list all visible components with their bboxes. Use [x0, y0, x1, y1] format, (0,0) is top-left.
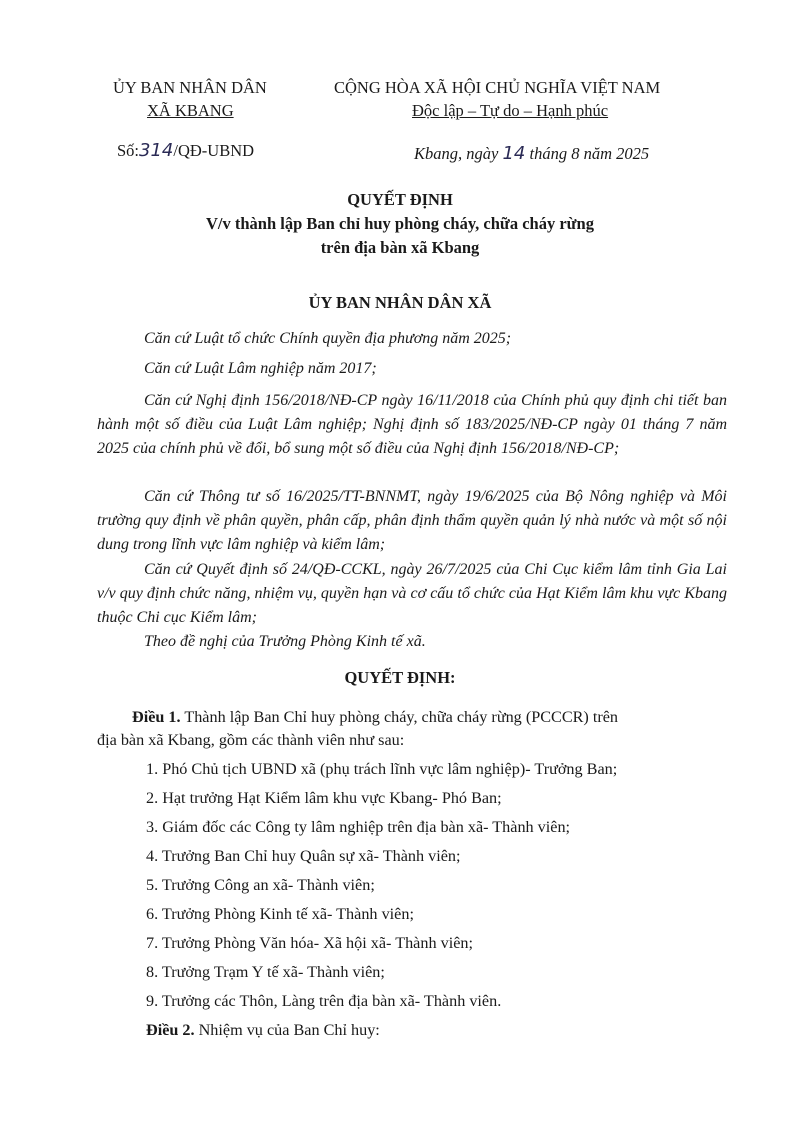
national-title: CỘNG HÒA XÃ HỘI CHỦ NGHĨA VIỆT NAM — [334, 78, 661, 97]
member-item: 1. Phó Chủ tịch UBND xã (phụ trách lĩnh vực lâm nghiệp)- Trưởng Ban; — [146, 760, 618, 778]
authority-heading: ỦY BAN NHÂN DÂN XÃ — [308, 293, 492, 312]
basis-paragraph-6 — [97, 630, 727, 654]
member-item: 7. Trưởng Phòng Văn hóa- Xã hội xã- Thành viên; — [146, 934, 473, 952]
article1-line1 — [132, 708, 618, 727]
basis-paragraph-2 — [97, 357, 727, 381]
issuer-line1: ỦY BAN NHÂN DÂN — [113, 78, 267, 97]
subject-line2: trên địa bàn xã Kbang — [320, 238, 480, 257]
article1-text: Thành lập Ban Chỉ huy phòng cháy, chữa cháy rừng (PCCCR) trên — [180, 708, 619, 726]
basis-text: Căn cứ Luật Lâm nghiệp năm 2017; — [144, 360, 377, 377]
number-suffix: /QĐ-UBND — [173, 141, 255, 160]
issuer-line2 — [147, 101, 234, 121]
handwritten-day: 14 — [502, 143, 526, 164]
basis-paragraph-4 — [97, 485, 727, 557]
basis-text: Căn cứ Quyết định số 24/QĐ-CCKL, ngày 26/7/2025 của Chi Cục kiểm lâm tỉnh Gia Lai v/v quy định chức năng, nhiệm vụ, quyền hạn và cơ cấu tổ chức của Hạt Kiểm lâm khu vực Kbang thuộc Chi cục Kiểm lâm; — [97, 561, 727, 626]
document-number — [117, 140, 254, 161]
document-title: QUYẾT ĐỊNH — [347, 190, 453, 209]
member-item: 5. Trưởng Công an xã- Thành viên; — [146, 876, 375, 894]
member-item: 4. Trưởng Ban Chỉ huy Quân sự xã- Thành viên; — [146, 847, 461, 865]
number-prefix: Số: — [117, 141, 140, 160]
motto-text: Độc lập – Tự do – Hạnh phúc — [412, 101, 609, 120]
article1-line2: địa bàn xã Kbang, gồm các thành viên như sau: — [97, 731, 405, 749]
issuer-name: XÃ KBANG — [147, 101, 234, 120]
member-item: 2. Hạt trưởng Hạt Kiểm lâm khu vực Kbang- Phó Ban; — [146, 789, 502, 807]
basis-paragraph-5 — [97, 558, 727, 630]
date-prefix: Kbang, ngày — [414, 144, 499, 163]
basis-text: Căn cứ Luật tổ chức Chính quyền địa phương năm 2025; — [144, 330, 512, 347]
date-suffix: tháng 8 năm 2025 — [529, 144, 650, 163]
document-date — [414, 143, 649, 164]
member-item: 6. Trưởng Phòng Kinh tế xã- Thành viên; — [146, 905, 414, 923]
member-item: 9. Trưởng các Thôn, Làng trên địa bàn xã- Thành viên. — [146, 992, 502, 1010]
article2-label: Điều 2. — [146, 1021, 195, 1039]
basis-text: Căn cứ Nghị định 156/2018/NĐ-CP ngày 16/11/2018 của Chính phủ quy định chi tiết ban hành một số điều của Luật Lâm nghiệp; Nghị định số 183/2025/NĐ-CP ngày 01 tháng 7 năm 2025 của chính phủ về đổi, bổ sung một số điều của Nghị định 156/2018/NĐ-CP; — [97, 392, 727, 457]
article2-line — [146, 1021, 380, 1040]
basis-text: Căn cứ Thông tư số 16/2025/TT-BNNMT, ngày 19/6/2025 của Bộ Nông nghiệp và Môi trường quy định về phân quyền, phân cấp, phân định thẩm quyền quản lý nhà nước và một số nội dung trong lĩnh vực lâm nghiệp và kiểm lâm; — [97, 488, 727, 553]
article1-label: Điều 1. — [132, 708, 181, 726]
article2-text: Nhiệm vụ của Ban Chỉ huy: — [194, 1021, 380, 1039]
handwritten-number: 314 — [139, 140, 174, 161]
subject-line1: V/v thành lập Ban chỉ huy phòng cháy, chữa cháy rừng — [206, 214, 594, 233]
member-item: 3. Giám đốc các Công ty lâm nghiệp trên địa bàn xã- Thành viên; — [146, 818, 571, 836]
basis-text: Theo đề nghị của Trưởng Phòng Kinh tế xã. — [144, 633, 426, 650]
basis-paragraph-3 — [97, 389, 727, 461]
basis-paragraph-1 — [97, 327, 727, 351]
national-motto — [412, 101, 608, 121]
member-item: 8. Trưởng Trạm Y tế xã- Thành viên; — [146, 963, 385, 981]
decision-heading: QUYẾT ĐỊNH: — [344, 668, 456, 687]
